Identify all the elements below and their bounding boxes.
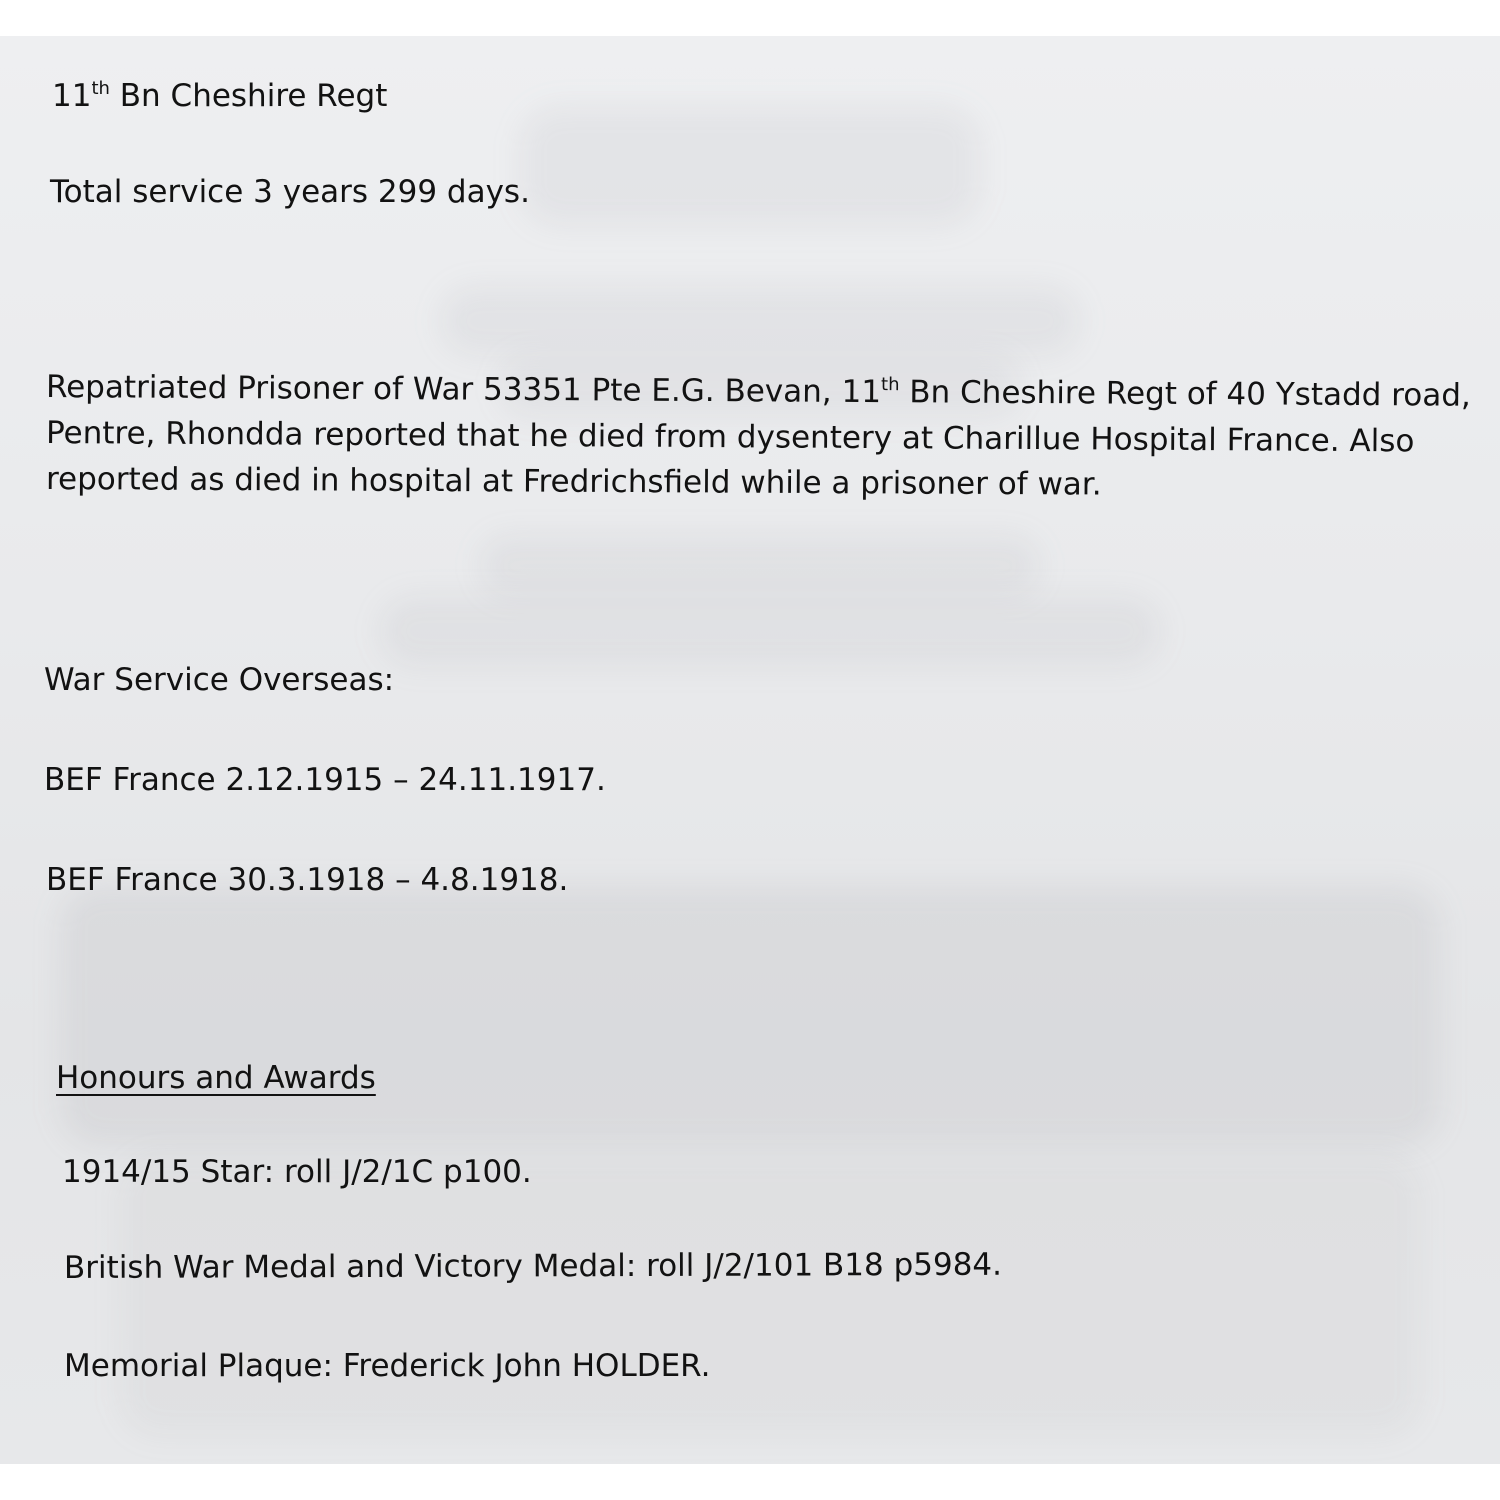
document-page [0,36,1500,1464]
document-text [0,36,1500,1464]
total-service: Total service 3 years 299 days. [50,174,530,210]
pow-line-1-ordinal: th [880,374,900,396]
award-star: 1914/15 Star: roll J/2/1C p100. [62,1154,532,1190]
battalion-number: 11 [52,78,92,114]
battalion-ordinal: th [91,78,110,99]
pow-line-3: reported as died in hospital at Fredrichsfield while a prisoner of war. [45,461,1102,503]
pow-line-1b: Bn Cheshire Regt of 40 Ystadd road, [899,374,1471,414]
honours-heading: Honours and Awards [56,1060,376,1096]
award-war-victory-medal: British War Medal and Victory Medal: roll J/2/101 B18 p5984. [63,1246,1003,1286]
pow-paragraph [46,364,1476,502]
pow-line-2: Pentre, Rhondda reported that he died from dysentery at Charillue Hospital France. Also [45,415,1415,460]
service-period-1: BEF France 2.12.1915 – 24.11.1917. [44,762,606,798]
battalion-heading [52,74,387,118]
award-memorial-plaque: Memorial Plaque: Frederick John HOLDER. [64,1348,711,1384]
battalion-name: Bn Cheshire Regt [109,78,388,114]
war-service-heading: War Service Overseas: [44,662,395,698]
pow-line-1a: Repatriated Prisoner of War 53351 Pte E.G. Bevan, 11 [45,369,882,411]
service-period-2: BEF France 30.3.1918 – 4.8.1918. [46,862,569,898]
